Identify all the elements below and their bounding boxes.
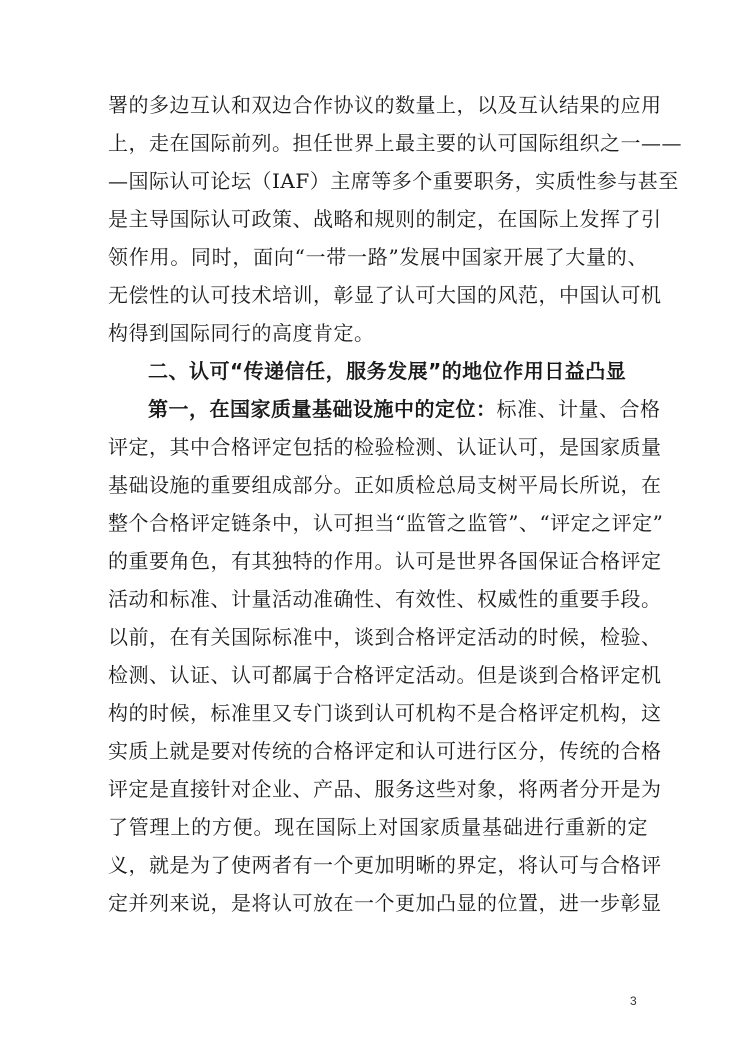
paragraph-1 (108, 86, 682, 352)
text-line: 是主导国际认可政策、战略和规则的制定，在国际上发挥了引 (108, 207, 662, 231)
text-line: 活动和标准、计量活动准确性、有效性、权威性的重要手段。 (108, 587, 662, 611)
text-line: 定并列来说，是将认可放在一个更加凸显的位置，进一步彰显 (108, 891, 662, 915)
text-line: 构的时候，标准里又专门谈到认可机构不是合格评定机构，这 (108, 701, 662, 725)
page-number: 3 (630, 994, 637, 1008)
text-line: 整个合格评定链条中，认可担当“监管之监管”、“评定之评定” (108, 511, 664, 535)
text-line: 构得到国际同行的高度肯定。 (108, 321, 375, 345)
text-line: 无偿性的认可技术培训，彰显了认可大国的风范，中国认可机 (108, 283, 662, 307)
text-line: 以前，在有关国际标准中，谈到合格评定活动的时候，检验、 (108, 625, 662, 649)
section-heading: 二、认可“传递信任，服务发展”的地位作用日益凸显 (148, 359, 627, 383)
text-line: —国际认可论坛（IAF）主席等多个重要职务，实质性参与甚至 (108, 169, 679, 193)
paragraph-lead: 第一，在国家质量基础设施中的定位： (148, 397, 497, 421)
text-line: 上，走在国际前列。担任世界上最主要的认可国际组织之一—— (108, 131, 682, 155)
text-line: 实质上就是要对传统的合格评定和认可进行区分，传统的合格 (108, 739, 662, 763)
text-line: 领作用。同时，面向“一带一路”发展中国家开展了大量的、 (108, 245, 648, 269)
document-body (108, 86, 682, 922)
text-line: 了管理上的方便。现在国际上对国家质量基础进行重新的定 (108, 815, 648, 839)
text-line: 检测、认证、认可都属于合格评定活动。但是谈到合格评定机 (108, 663, 662, 687)
text-line: 评定，其中合格评定包括的检验检测、认证认可，是国家质量 (108, 435, 662, 459)
text-line: 义，就是为了使两者有一个更加明晰的界定，将认可与合格评 (108, 853, 662, 877)
text-line: 评定是直接针对企业、产品、服务这些对象，将两者分开是为 (108, 777, 662, 801)
text-line: 基础设施的重要组成部分。正如质检总局支树平局长所说，在 (108, 473, 662, 497)
text-line: 署的多边互认和双边合作协议的数量上，以及互认结果的应用 (108, 93, 662, 117)
text-line-first (108, 390, 661, 428)
text-line: 的重要角色，有其独特的作用。认可是世界各国保证合格评定 (108, 549, 662, 573)
paragraph-2 (108, 390, 664, 922)
paragraph-lead-rest: 标准、计量、合格 (496, 397, 661, 421)
